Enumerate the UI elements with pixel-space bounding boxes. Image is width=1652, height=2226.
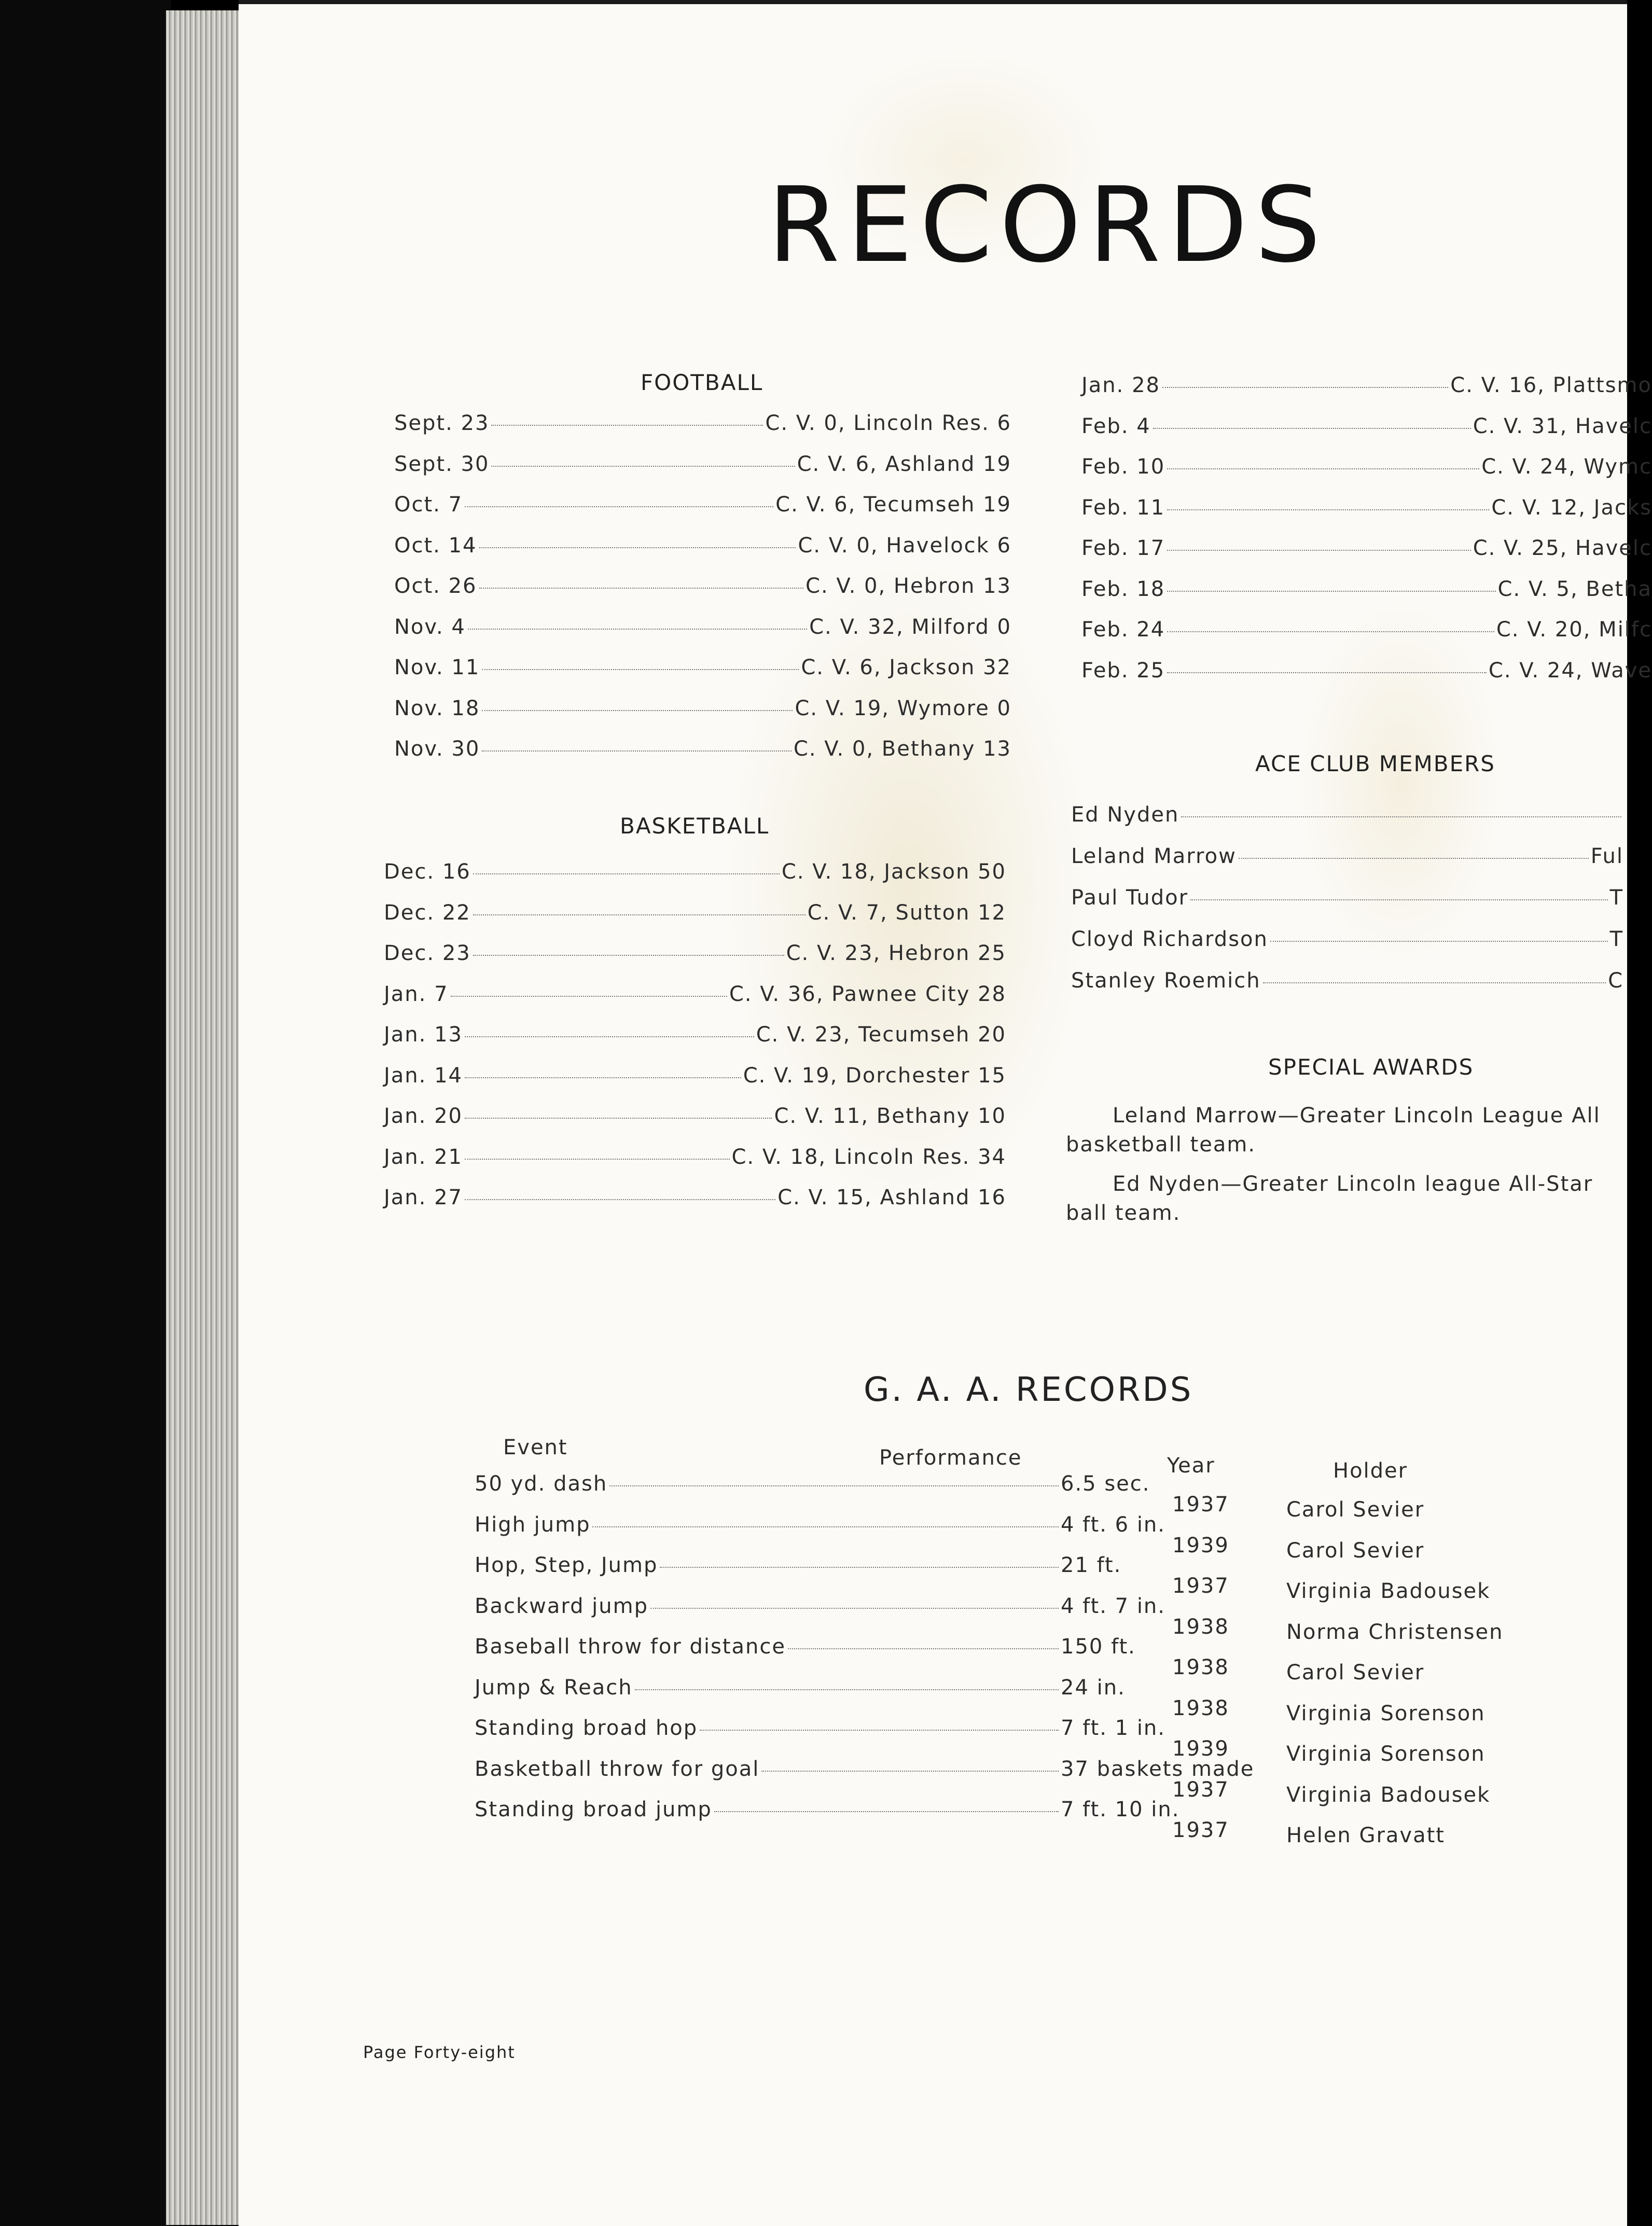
gaa-row: Standing broad jump 7 ft. 10 in.: [475, 1798, 1180, 1821]
holder-cell: Virginia Sorenson: [1286, 1701, 1486, 1726]
basketball-row: Jan. 14 C. V. 19, Dorchester 15: [384, 1063, 1006, 1088]
gaa-years: [1172, 1493, 1229, 1859]
basketball-row: Jan. 20 C. V. 11, Bethany 10: [384, 1104, 1006, 1128]
col-event-header: Event: [503, 1436, 568, 1459]
ace-club-members: [1071, 803, 1623, 1010]
ace-club-heading: ACE CLUB MEMBERS: [1255, 751, 1495, 776]
holder-cell: Carol Sevier: [1286, 1538, 1425, 1563]
gaa-row: Jump & Reach 24 in.: [475, 1675, 1126, 1700]
basketball-heading: BASKETBALL: [620, 813, 770, 839]
football-row: Nov. 11 C. V. 6, Jackson 32: [394, 656, 1011, 679]
basketball-row: Jan. 21 C. V. 18, Lincoln Res. 34: [384, 1145, 1006, 1169]
basketball-row: Dec. 22 C. V. 7, Sutton 12: [384, 900, 1006, 925]
gaa-row: Backward jump 4 ft. 7 in.: [475, 1594, 1165, 1618]
football-row: Oct. 7 C. V. 6, Tecumseh 19: [394, 493, 1011, 517]
book-page: [239, 4, 1652, 2226]
gaa-heading: G. A. A. RECORDS: [864, 1371, 1193, 1409]
football-row: Sept. 30 C. V. 6, Ashland 19: [394, 452, 1011, 476]
member-row: Stanley Roemich C: [1071, 969, 1623, 993]
holder-cell: Virginia Sorenson: [1286, 1742, 1486, 1766]
gaa-row: Standing broad hop 7 ft. 1 in.: [475, 1716, 1165, 1740]
gaa-row: 50 yd. dash 6.5 sec.: [475, 1472, 1150, 1496]
year-cell: 1937: [1172, 1574, 1229, 1598]
year-cell: 1939: [1172, 1533, 1229, 1557]
special-awards-heading: SPECIAL AWARDS: [1268, 1054, 1474, 1080]
football-games: [394, 411, 1011, 778]
basketball-row: Dec. 16 C. V. 18, Jackson 50: [384, 860, 1006, 884]
basketball-row: Feb. 10 C. V. 24, Wymc: [1081, 455, 1652, 479]
basketball-row: Feb. 24 C. V. 20, Milfc: [1081, 618, 1652, 642]
year-cell: 1937: [1172, 1777, 1229, 1802]
holder-cell: Virginia Badousek: [1286, 1783, 1491, 1807]
basketball-row: Dec. 23 C. V. 23, Hebron 25: [384, 941, 1006, 965]
year-cell: 1937: [1172, 1493, 1229, 1517]
football-row: Oct. 26 C. V. 0, Hebron 13: [394, 574, 1011, 598]
football-row: Nov. 18 C. V. 19, Wymore 0: [394, 696, 1011, 720]
football-row: Sept. 23 C. V. 0, Lincoln Res. 6: [394, 411, 1011, 435]
basketball-row: Jan. 7 C. V. 36, Pawnee City 28: [384, 982, 1006, 1006]
holder-cell: Norma Christensen: [1286, 1620, 1504, 1644]
basketball-games: [384, 860, 1006, 1227]
award-item: Ed Nyden—Greater Lincoln league All-Star ball team.: [1066, 1172, 1593, 1225]
holder-cell: Virginia Badousek: [1286, 1579, 1491, 1603]
member-row: Ed Nyden: [1071, 803, 1623, 844]
basketball-row: Feb. 11 C. V. 12, Jacks: [1081, 495, 1652, 520]
football-heading: FOOTBALL: [641, 370, 763, 395]
background-shadow: [0, 0, 171, 2226]
gaa-holders: [1286, 1498, 1503, 1865]
year-cell: 1938: [1172, 1696, 1229, 1720]
member-row: Cloyd Richardson T: [1071, 927, 1623, 951]
page-edges: [166, 10, 244, 2225]
year-cell: 1938: [1172, 1615, 1229, 1639]
gaa-events: [475, 1472, 1284, 1839]
gaa-row: High jump 4 ft. 6 in.: [475, 1512, 1165, 1537]
basketball-row: Jan. 28 C. V. 16, Plattsmo: [1081, 373, 1652, 397]
member-row: Leland Marrow Ful: [1071, 844, 1623, 868]
page-title: RECORDS: [768, 165, 1328, 286]
year-cell: 1937: [1172, 1818, 1229, 1842]
year-cell: 1939: [1172, 1737, 1229, 1761]
holder-cell: Helen Gravatt: [1286, 1824, 1445, 1847]
member-row: Paul Tudor T: [1071, 886, 1623, 910]
col-holder-header: Holder: [1333, 1459, 1408, 1483]
basketball-row: Jan. 27 C. V. 15, Ashland 16: [384, 1186, 1006, 1209]
holder-cell: Carol Sevier: [1286, 1498, 1425, 1522]
gaa-row: Hop, Step, Jump 21 ft.: [475, 1553, 1122, 1577]
football-row: Nov. 4 C. V. 32, Milford 0: [394, 615, 1011, 639]
football-row: Nov. 30 C. V. 0, Bethany 13: [394, 737, 1011, 761]
col-performance-header: Performance: [879, 1446, 1022, 1470]
year-cell: 1938: [1172, 1655, 1229, 1679]
col-year-header: Year: [1167, 1454, 1215, 1478]
basketball-row: Feb. 4 C. V. 31, Havelc: [1081, 414, 1652, 438]
basketball-row: Feb. 18 C. V. 5, Betha: [1081, 577, 1652, 601]
gaa-row: Baseball throw for distance 150 ft.: [475, 1635, 1136, 1659]
special-awards-list: [1066, 1101, 1631, 1238]
basketball-games-continued: [1081, 373, 1652, 699]
football-row: Oct. 14 C. V. 0, Havelock 6: [394, 533, 1011, 558]
basketball-row: Feb. 25 C. V. 24, Wave: [1081, 658, 1652, 683]
award-item: Leland Marrow—Greater Lincoln League All basketball team.: [1066, 1104, 1601, 1157]
basketball-row: Feb. 17 C. V. 25, Havelc: [1081, 536, 1652, 560]
page-number: Page Forty-eight: [363, 2042, 516, 2062]
gaa-row: Basketball throw for goal 37 baskets made: [475, 1757, 1255, 1781]
basketball-row: Jan. 13 C. V. 23, Tecumseh 20: [384, 1023, 1006, 1047]
holder-cell: Carol Sevier: [1286, 1661, 1425, 1685]
